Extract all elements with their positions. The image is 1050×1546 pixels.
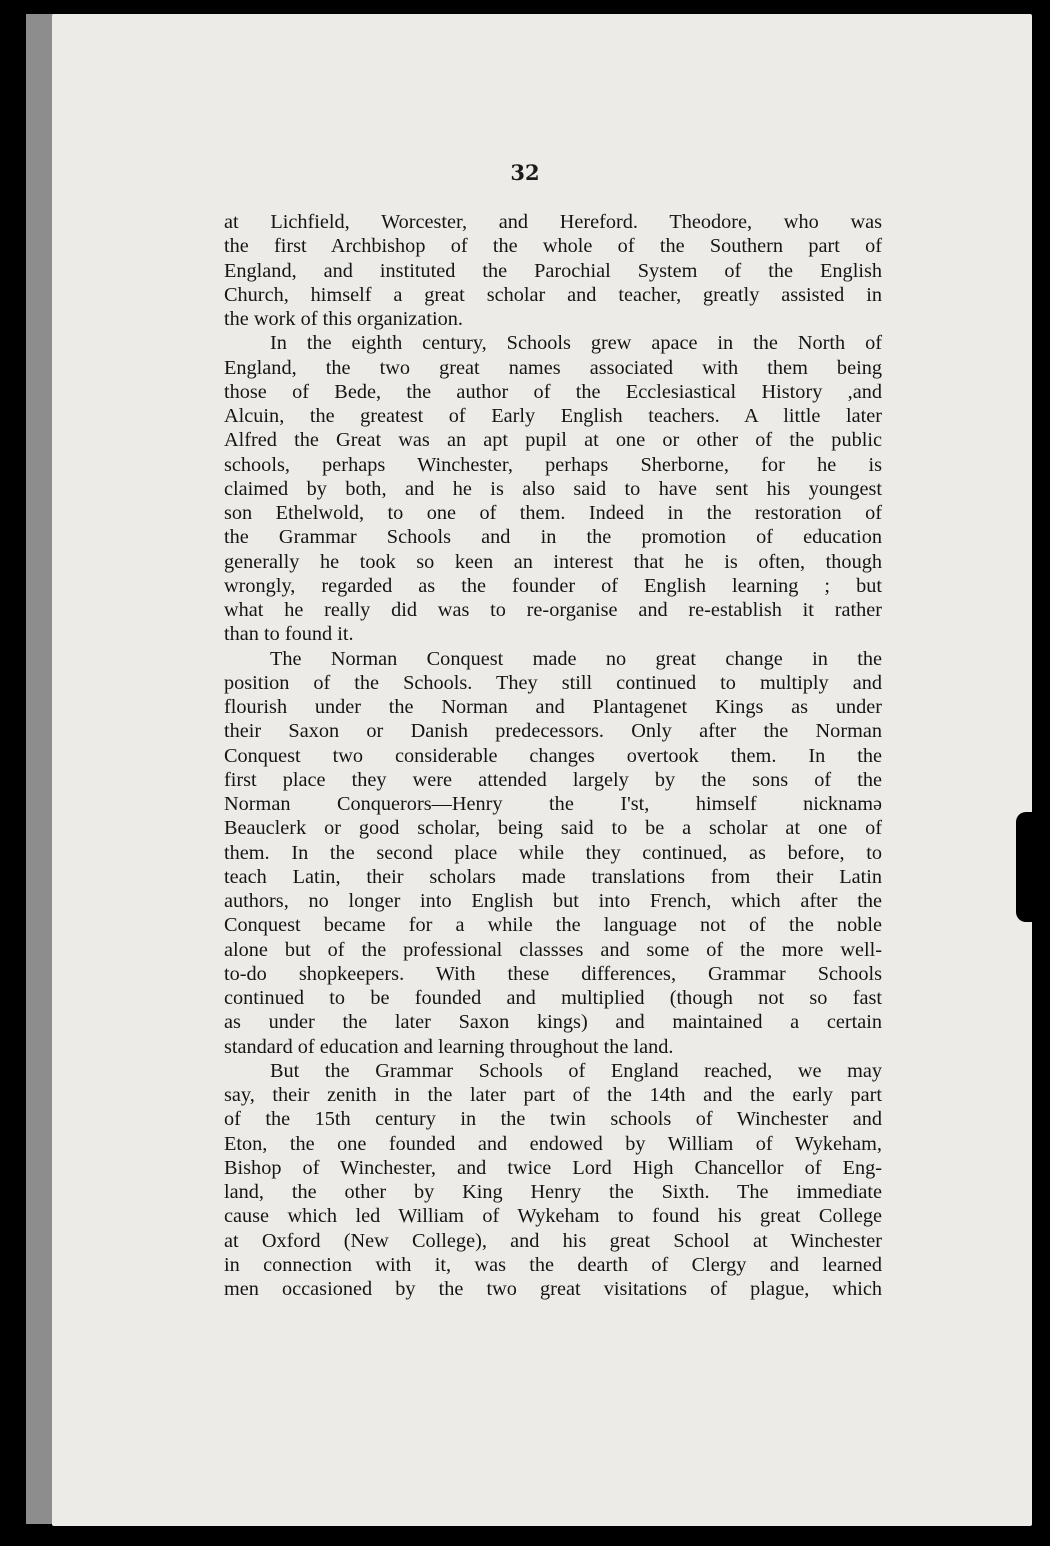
- text-line: generally he took so keen an interest that he is often, though: [224, 550, 882, 573]
- text-line: Conquest became for a while the language not of the noble: [224, 914, 882, 937]
- page-number: 32: [510, 160, 540, 185]
- text-line: The Norman Conquest made no great change in the: [270, 647, 882, 670]
- text-line: what he really did was to re-organise and re-establish it rather: [224, 599, 882, 621]
- text-line: Eton, the one founded and endowed by William of Wykeham,: [224, 1132, 882, 1155]
- text-line: schools, perhaps Winchester, perhaps Sherborne, for he is: [224, 453, 882, 476]
- text-line: Church, himself a great scholar and teacher, greatly assisted in: [224, 283, 882, 306]
- text-line: say, their zenith in the later part of the 14th and the early part: [224, 1084, 882, 1106]
- text-line: those of Bede, the author of the Ecclesiastical History ,and: [224, 380, 882, 403]
- text-line: them. In the second place while they continued, as before, to: [224, 841, 882, 864]
- text-line: flourish under the Norman and Plantagenet Kings as under: [224, 696, 882, 718]
- text-line: Beauclerk or good scholar, being said to be a scholar at one of: [224, 817, 882, 840]
- text-line: in connection with it, was the dearth of Clergy and learned: [224, 1253, 882, 1276]
- text-line: land, the other by King Henry the Sixth. The immediate: [224, 1181, 882, 1203]
- text-line: In the eighth century, Schools grew apace in the North of: [270, 332, 882, 355]
- text-line: authors, no longer into English but into French, which after the: [224, 890, 882, 912]
- text-line: wrongly, regarded as the founder of English learning ; but: [224, 574, 882, 597]
- text-line: at Lichfield, Worcester, and Hereford. Theodore, who was: [224, 211, 882, 233]
- text-line: men occasioned by the two great visitations of plague, which: [224, 1278, 882, 1300]
- text-line: their Saxon or Danish predecessors. Only after the Norman: [224, 720, 882, 743]
- text-line: England, and instituted the Parochial System of the English: [224, 259, 882, 282]
- text-line: position of the Schools. They still continued to multiply and: [224, 671, 882, 694]
- text-line: than to found it.: [224, 623, 354, 646]
- text-line: teach Latin, their scholars made translations from their Latin: [224, 865, 882, 888]
- paper-edge-tear: [1016, 812, 1038, 922]
- text-line: Norman Conquerors—Henry the I'st, himself nicknamə: [224, 793, 882, 815]
- text-line: first place they were attended largely by the sons of the: [224, 768, 882, 791]
- text-line: at Oxford (New College), and his great School at Winchester: [224, 1229, 882, 1252]
- text-line: Alcuin, the greatest of Early English teachers. A little later: [224, 405, 882, 427]
- text-line: claimed by both, and he is also said to have sent his youngest: [224, 477, 882, 500]
- text-line: to-do shopkeepers. With these differences, Grammar Schools: [224, 962, 882, 985]
- text-line: as under the later Saxon kings) and maintained a certain: [224, 1011, 882, 1034]
- body-text: [224, 210, 882, 1301]
- text-line: son Ethelwold, to one of them. Indeed in the restoration of: [224, 502, 882, 524]
- text-line: England, the two great names associated with them being: [224, 356, 882, 379]
- text-line: the work of this organization.: [224, 308, 464, 330]
- text-line: Alfred the Great was an apt pupil at one or other of the public: [224, 429, 882, 452]
- text-line: standard of education and learning throughout the land.: [224, 1035, 674, 1058]
- text-line: Bishop of Winchester, and twice Lord High Chancellor of Eng-: [224, 1156, 882, 1179]
- text-line: Conquest two considerable changes overtook them. In the: [224, 744, 882, 767]
- text-line: the first Archbishop of the whole of the Southern part of: [224, 235, 882, 258]
- text-line: But the Grammar Schools of England reached, we may: [270, 1059, 882, 1082]
- text-line: cause which led William of Wykeham to found his great College: [224, 1205, 882, 1228]
- text-line: alone but of the professional classses and some of the more well-: [224, 938, 882, 961]
- text-line: the Grammar Schools and in the promotion of education: [224, 526, 882, 549]
- text-line: continued to be founded and multiplied (though not so fast: [224, 987, 882, 1009]
- text-line: of the 15th century in the twin schools of Winchester and: [224, 1108, 882, 1131]
